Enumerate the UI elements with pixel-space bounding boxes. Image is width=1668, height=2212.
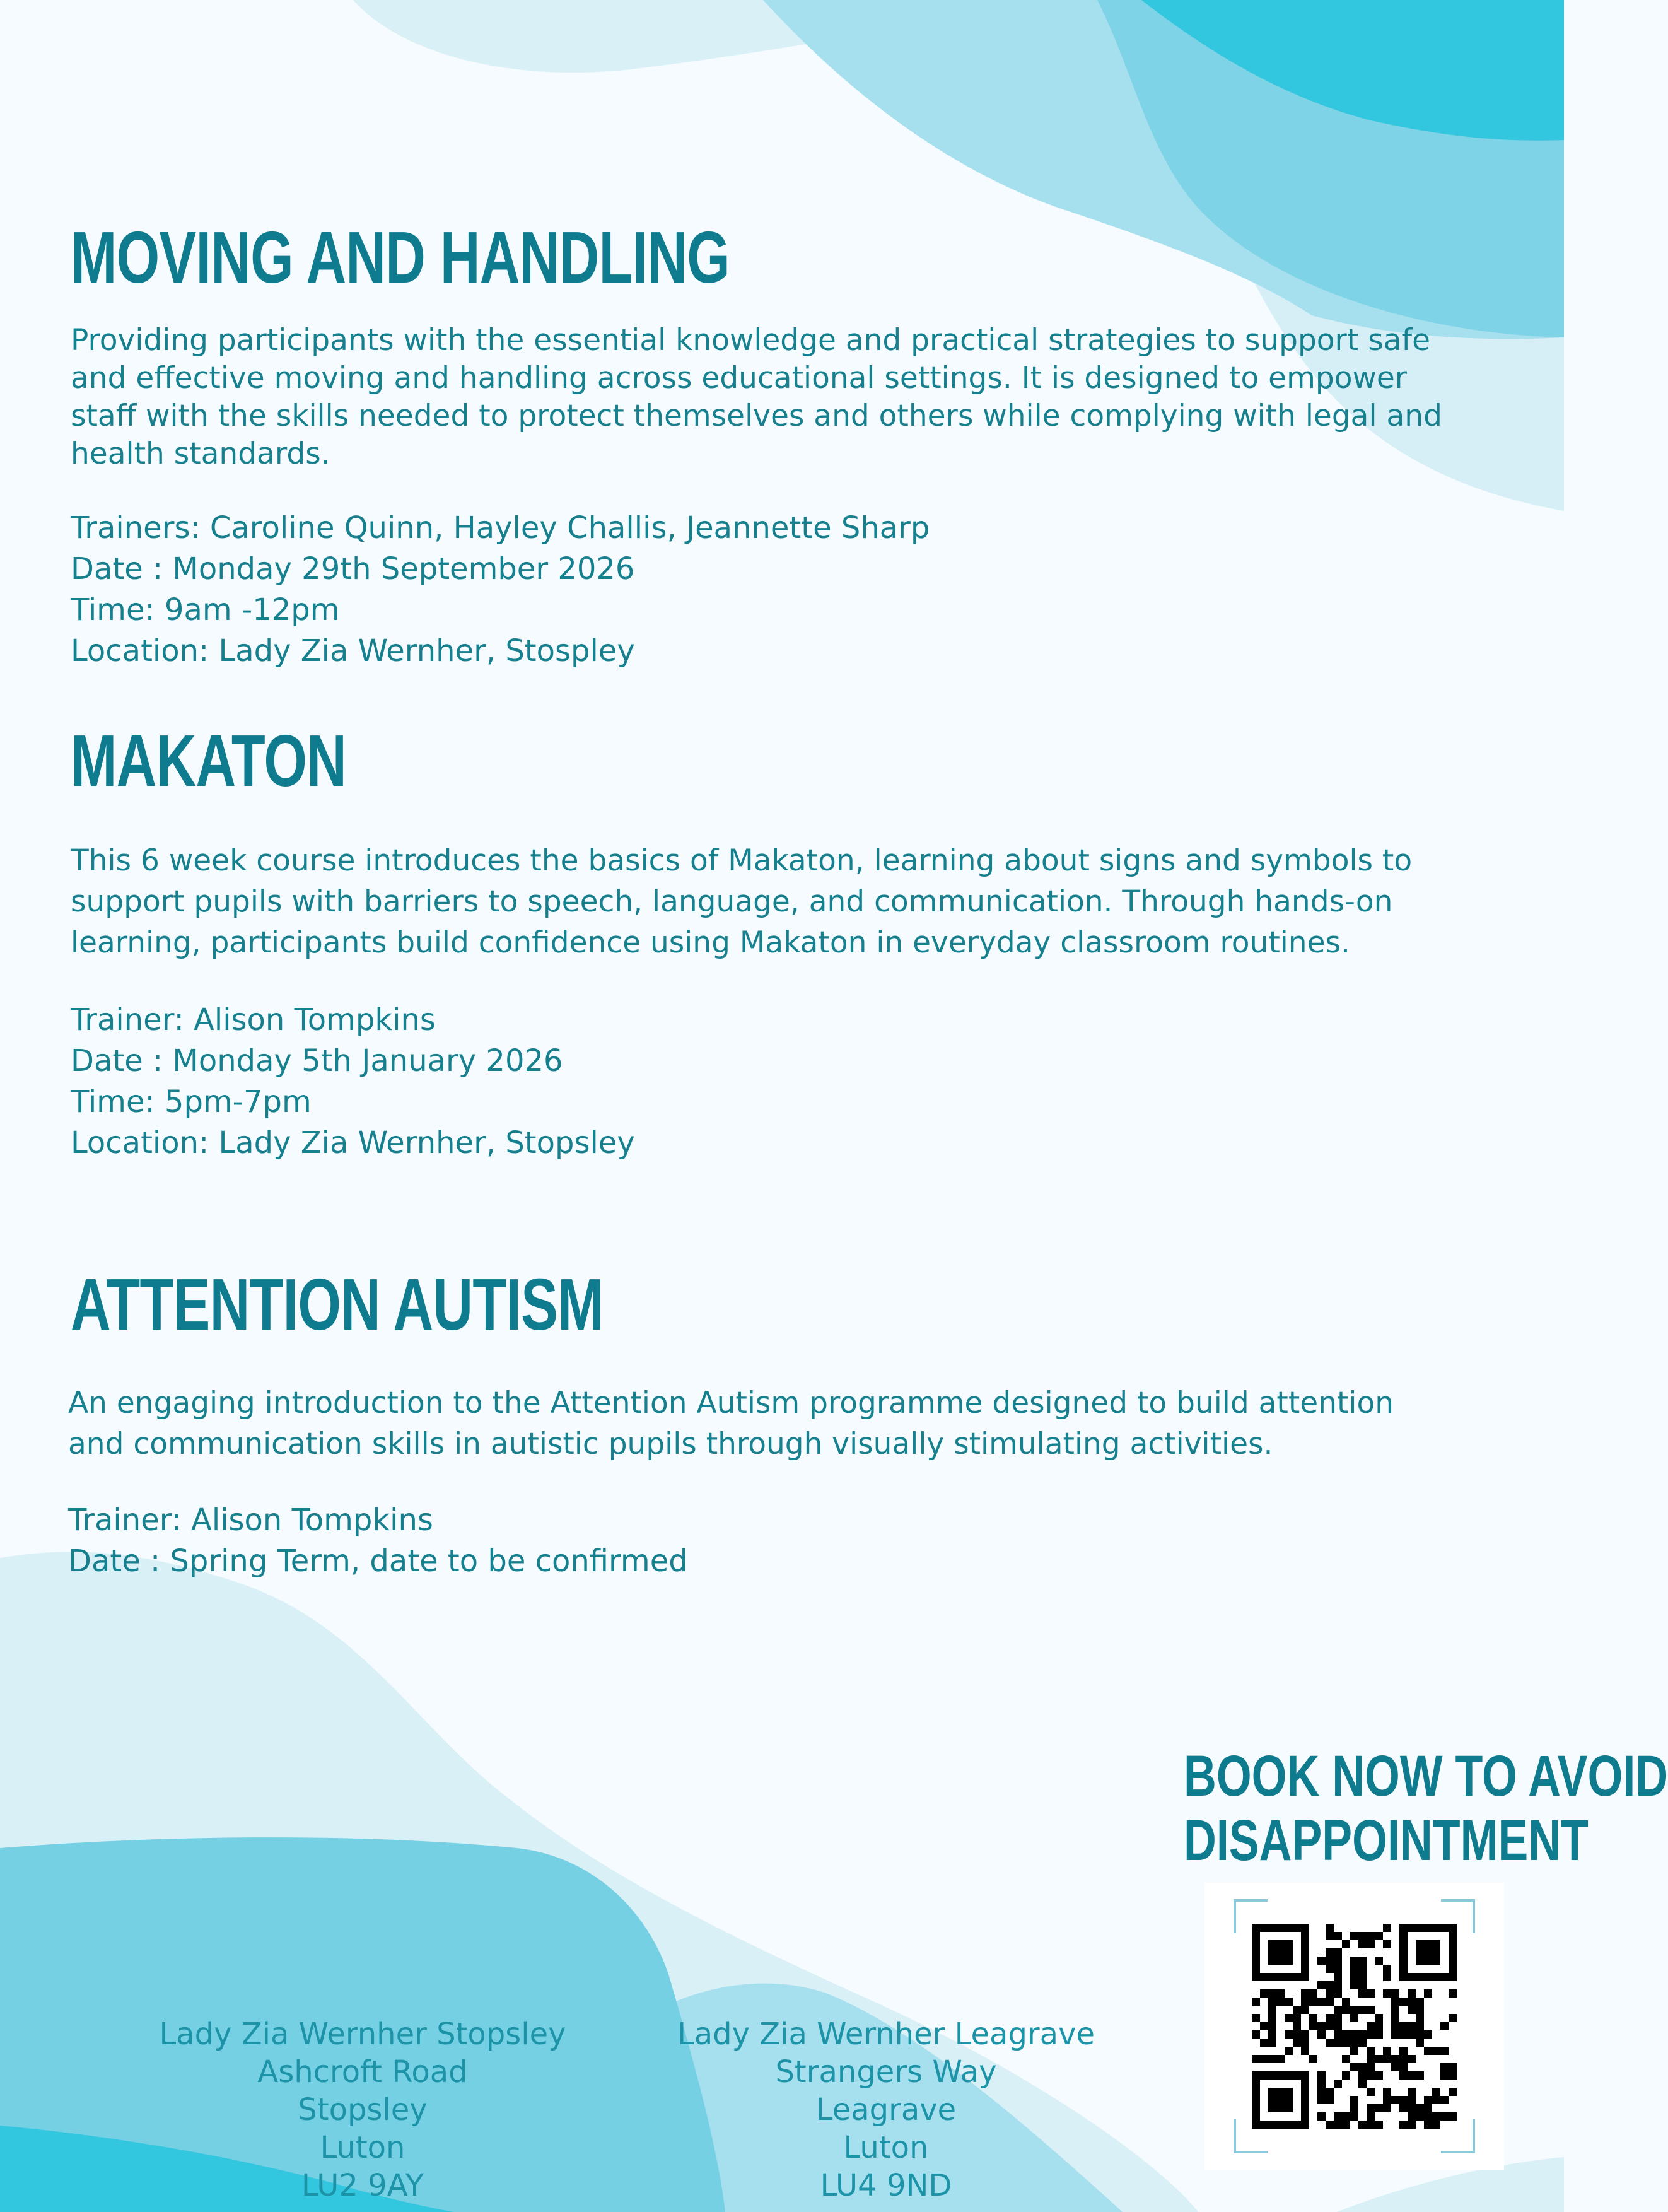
- qr-module: [1326, 2121, 1334, 2129]
- qr-module: [1309, 1989, 1317, 1998]
- qr-module: [1317, 2022, 1326, 2030]
- qr-module: [1358, 1965, 1367, 1973]
- qr-module: [1252, 1924, 1309, 1932]
- qr-module: [1350, 1973, 1358, 1981]
- qr-module: [1399, 2121, 1408, 2129]
- description-line: Providing participants with the essential knowledge and practical strategies to support safe: [71, 323, 1430, 358]
- address-line: Luton: [320, 2130, 405, 2165]
- qr-module: [1326, 2022, 1334, 2030]
- time-line: Time: 9am -12pm: [71, 592, 340, 628]
- qr-module: [1252, 2121, 1309, 2129]
- qr-module: [1268, 2055, 1276, 2063]
- qr-module: [1383, 1924, 1391, 1932]
- qr-code-panel[interactable]: [1204, 1883, 1504, 2170]
- qr-module: [1334, 1948, 1342, 1957]
- qr-module: [1358, 2039, 1367, 2047]
- description-line: learning, participants build confidence using Makaton in everyday classroom routines.: [71, 925, 1350, 960]
- qr-module: [1350, 2039, 1358, 2047]
- qr-module: [1285, 2047, 1293, 2055]
- qr-module: [1334, 1957, 1342, 1965]
- qr-module: [1416, 1998, 1424, 2006]
- section-title: ATTENTION AUTISM: [71, 1263, 604, 1345]
- qr-module: [1416, 2014, 1424, 2022]
- qr-module: [1391, 2096, 1399, 2104]
- section-description: [71, 840, 1521, 963]
- qr-module: [1383, 1940, 1391, 1948]
- qr-module: [1342, 2112, 1350, 2121]
- address-line: LU4 9ND: [820, 2168, 952, 2203]
- qr-module: [1408, 2112, 1416, 2121]
- qr-module: [1375, 2030, 1383, 2039]
- qr-module: [1391, 1989, 1399, 1998]
- qr-module: [1440, 2071, 1449, 2080]
- section-details: [71, 1000, 635, 1164]
- qr-module: [1367, 2121, 1375, 2129]
- date-line: Date : Monday 29th September 2026: [71, 551, 635, 587]
- qr-module: [1334, 2014, 1342, 2022]
- qr-module: [1334, 1973, 1342, 1981]
- qr-module: [1375, 2121, 1383, 2129]
- qr-module: [1416, 2039, 1424, 2047]
- qr-module: [1252, 2055, 1260, 2063]
- qr-module: [1293, 2014, 1301, 2022]
- qr-module: [1399, 2071, 1408, 2080]
- qr-module: [1408, 2104, 1416, 2112]
- section-details: [71, 508, 930, 672]
- qr-module: [1301, 2030, 1309, 2039]
- qr-module: [1334, 1989, 1342, 1998]
- qr-module: [1408, 1998, 1416, 2006]
- qr-module: [1326, 2014, 1334, 2022]
- qr-module: [1416, 2071, 1424, 2080]
- qr-module: [1317, 2071, 1326, 2080]
- qr-module: [1309, 2055, 1317, 2063]
- qr-module: [1367, 1940, 1375, 1948]
- qr-module: [1358, 2121, 1367, 2129]
- qr-module: [1367, 2063, 1375, 2071]
- qr-module: [1350, 1932, 1358, 1940]
- qr-module: [1375, 2055, 1383, 2063]
- qr-module: [1260, 2039, 1268, 2047]
- qr-module: [1350, 1965, 1358, 1973]
- qr-module: [1260, 2055, 1268, 2063]
- qr-module: [1334, 2121, 1342, 2129]
- qr-module: [1326, 1965, 1334, 1973]
- qr-module: [1309, 2022, 1317, 2030]
- qr-module: [1375, 1957, 1383, 1965]
- qr-module: [1293, 2022, 1301, 2030]
- qr-module: [1252, 2014, 1260, 2022]
- qr-module: [1334, 1965, 1342, 1973]
- qr-module: [1383, 1965, 1391, 1973]
- qr-module: [1326, 1924, 1334, 1932]
- qr-module: [1408, 2030, 1416, 2039]
- qr-module: [1408, 2071, 1416, 2080]
- qr-module: [1449, 1932, 1457, 1973]
- qr-module: [1293, 2030, 1301, 2039]
- qr-code-icon: [1204, 1883, 1504, 2170]
- qr-module: [1285, 2030, 1293, 2039]
- qr-module: [1334, 1981, 1342, 1989]
- description-line: staff with the skills needed to protect themselves and others while complying with legal and: [71, 399, 1442, 433]
- qr-module: [1399, 1973, 1457, 1981]
- section-details: [68, 1500, 688, 1582]
- qr-module: [1317, 2096, 1326, 2104]
- qr-module: [1326, 1981, 1334, 1989]
- qr-module: [1326, 1998, 1334, 2006]
- qr-module: [1399, 1924, 1457, 1932]
- qr-module: [1383, 2047, 1391, 2055]
- booking-line-2: DISAPPOINTMENT: [1184, 1808, 1589, 1873]
- qr-module: [1449, 2088, 1457, 2096]
- date-line: Date : Monday 5th January 2026: [71, 1043, 563, 1079]
- qr-module: [1383, 2055, 1391, 2063]
- qr-module: [1317, 2080, 1326, 2088]
- qr-module: [1367, 2047, 1375, 2055]
- trainers-line: Trainers: Caroline Quinn, Hayley Challis, Jeannette Sharp: [71, 510, 930, 546]
- qr-module: [1432, 2047, 1440, 2055]
- qr-module: [1391, 2063, 1399, 2071]
- qr-module: [1424, 2047, 1432, 2055]
- qr-module: [1440, 2022, 1449, 2030]
- qr-module: [1334, 2006, 1342, 2014]
- qr-module: [1358, 1973, 1367, 1981]
- qr-module: [1334, 2039, 1342, 2047]
- qr-module: [1399, 1932, 1408, 1973]
- qr-module: [1285, 1998, 1293, 2006]
- qr-module: [1424, 1989, 1432, 1998]
- qr-module: [1342, 1940, 1350, 1948]
- qr-module: [1367, 2104, 1375, 2112]
- qr-module: [1317, 1957, 1326, 1965]
- qr-module: [1367, 1989, 1375, 1998]
- address-line: Lady Zia Wernher Stopsley: [159, 2016, 566, 2052]
- qr-module: [1449, 2112, 1457, 2121]
- qr-module: [1375, 2014, 1383, 2022]
- qr-module: [1367, 2006, 1375, 2014]
- qr-module: [1334, 2112, 1342, 2121]
- qr-module: [1276, 1998, 1285, 2006]
- qr-module: [1399, 2063, 1408, 2071]
- qr-module: [1326, 1948, 1334, 1957]
- qr-module: [1391, 2030, 1399, 2039]
- qr-module: [1268, 1940, 1293, 1965]
- qr-module: [1391, 2022, 1399, 2030]
- section-description: [68, 1383, 1519, 1465]
- qr-module: [1276, 1989, 1285, 1998]
- qr-module: [1268, 2014, 1276, 2022]
- qr-module: [1440, 2047, 1449, 2055]
- qr-module: [1301, 2080, 1309, 2121]
- qr-module: [1399, 2022, 1408, 2030]
- qr-module: [1408, 2096, 1416, 2104]
- qr-module: [1432, 2112, 1440, 2121]
- qr-module: [1268, 1989, 1276, 1998]
- qr-module: [1432, 2096, 1440, 2104]
- section-title: MAKATON: [71, 720, 347, 802]
- qr-module: [1391, 2055, 1399, 2063]
- qr-module: [1408, 2121, 1416, 2129]
- qr-module: [1301, 2006, 1309, 2014]
- address-line: Lady Zia Wernher Leagrave: [677, 2016, 1095, 2052]
- qr-module: [1342, 2006, 1350, 2014]
- qr-module: [1424, 2104, 1432, 2112]
- qr-module: [1375, 2104, 1383, 2112]
- qr-module: [1367, 1932, 1375, 1940]
- qr-module: [1424, 2112, 1432, 2121]
- date-line: Date : Spring Term, date to be confirmed: [68, 1543, 688, 1579]
- qr-module: [1342, 2055, 1350, 2063]
- qr-module: [1383, 2096, 1391, 2104]
- qr-module: [1268, 2006, 1276, 2014]
- qr-module: [1342, 2121, 1350, 2129]
- location-line: Location: Lady Zia Wernher, Stospley: [71, 633, 635, 669]
- qr-module: [1350, 2112, 1358, 2121]
- qr-module: [1334, 1932, 1342, 1940]
- qr-module: [1326, 2096, 1334, 2104]
- qr-module: [1285, 2014, 1293, 2022]
- qr-module: [1309, 1998, 1317, 2006]
- qr-module: [1301, 2039, 1309, 2047]
- qr-module: [1252, 1932, 1260, 1973]
- trainer-line: Trainer: Alison Tompkins: [68, 1502, 433, 1538]
- time-line: Time: 5pm-7pm: [71, 1084, 312, 1120]
- qr-module: [1408, 2055, 1416, 2063]
- qr-module: [1301, 2047, 1309, 2055]
- qr-module: [1342, 2071, 1350, 2080]
- qr-module: [1432, 2121, 1440, 2129]
- qr-module: [1408, 2088, 1416, 2096]
- qr-module: [1375, 2071, 1383, 2080]
- qr-module: [1399, 2096, 1408, 2104]
- qr-module: [1391, 2006, 1399, 2014]
- qr-module: [1383, 1973, 1391, 1981]
- qr-module: [1293, 2006, 1301, 2014]
- qr-module: [1252, 1998, 1260, 2006]
- location-line: Location: Lady Zia Wernher, Stopsley: [71, 1125, 635, 1161]
- qr-module: [1391, 2014, 1399, 2022]
- qr-module: [1424, 2096, 1432, 2104]
- qr-module: [1367, 2022, 1375, 2030]
- qr-module: [1326, 1989, 1334, 1998]
- qr-module: [1342, 2039, 1350, 2047]
- section-attention-autism: [71, 1263, 772, 1345]
- address-line: Strangers Way: [775, 2054, 997, 2090]
- description-line: health standards.: [71, 436, 330, 471]
- address-leagrave: [650, 2015, 1123, 2204]
- qr-module: [1309, 2014, 1317, 2022]
- section-makaton: [71, 720, 433, 802]
- qr-module: [1350, 2096, 1358, 2104]
- qr-module: [1424, 2030, 1432, 2039]
- qr-module: [1342, 2030, 1350, 2039]
- qr-module: [1317, 1998, 1326, 2006]
- qr-module: [1358, 1957, 1367, 1965]
- qr-module: [1375, 2022, 1383, 2030]
- qr-module: [1326, 2088, 1334, 2096]
- trainer-line: Trainer: Alison Tompkins: [71, 1002, 436, 1038]
- qr-module: [1268, 2088, 1293, 2112]
- qr-module: [1260, 1989, 1268, 1998]
- qr-module: [1301, 1989, 1309, 1998]
- qr-module: [1367, 2055, 1375, 2063]
- qr-module: [1408, 1989, 1416, 1998]
- section-description: [71, 322, 1521, 473]
- qr-module: [1367, 2071, 1375, 2080]
- qr-module: [1358, 2030, 1367, 2039]
- qr-module: [1268, 2022, 1276, 2030]
- qr-module: [1399, 1998, 1408, 2006]
- qr-module: [1416, 2104, 1424, 2112]
- qr-module: [1334, 2030, 1342, 2039]
- qr-module: [1408, 2006, 1416, 2014]
- qr-module: [1252, 1973, 1309, 1981]
- qr-module: [1358, 1932, 1367, 1940]
- qr-module: [1358, 2071, 1367, 2080]
- description-line: and effective moving and handling across educational settings. It is designed to empower: [71, 361, 1408, 395]
- qr-module: [1350, 1957, 1358, 1965]
- qr-module: [1252, 2071, 1309, 2080]
- qr-module: [1317, 2088, 1326, 2096]
- qr-module: [1317, 2112, 1326, 2121]
- qr-module: [1449, 2063, 1457, 2071]
- qr-module: [1293, 2039, 1301, 2047]
- qr-module: [1440, 2112, 1449, 2121]
- qr-module: [1326, 1932, 1334, 1940]
- qr-module: [1416, 2022, 1424, 2030]
- description-line: This 6 week course introduces the basics of Makaton, learning about signs and symbols to: [71, 843, 1413, 878]
- qr-module: [1301, 1932, 1309, 1973]
- qr-module: [1358, 1940, 1367, 1948]
- section-moving-handling: [71, 216, 1521, 298]
- qr-module: [1358, 2080, 1367, 2088]
- description-line: support pupils with barriers to speech, language, and communication. Through hands-on: [71, 884, 1393, 919]
- qr-module: [1268, 2030, 1276, 2039]
- address-line: Leagrave: [815, 2092, 957, 2127]
- qr-module: [1350, 2047, 1358, 2055]
- qr-module: [1326, 1957, 1334, 1965]
- address-line: Luton: [843, 2130, 929, 2165]
- qr-module: [1383, 1989, 1391, 1998]
- qr-module: [1408, 2022, 1416, 2030]
- description-line: An engaging introduction to the Attention Autism programme designed to build attention: [68, 1386, 1394, 1420]
- qr-module: [1399, 2104, 1408, 2112]
- description-line: and communication skills in autistic pupils through visually stimulating activities.: [68, 1427, 1273, 1461]
- qr-module: [1391, 1998, 1399, 2006]
- qr-module: [1440, 2096, 1449, 2104]
- qr-module: [1367, 2088, 1375, 2096]
- qr-module: [1350, 2030, 1358, 2039]
- booking-line-1: BOOK NOW TO AVOID: [1184, 1744, 1668, 1808]
- qr-module: [1252, 2030, 1260, 2039]
- qr-module: [1358, 2063, 1367, 2071]
- qr-module: [1399, 2047, 1408, 2055]
- qr-module: [1367, 2112, 1375, 2121]
- qr-module: [1326, 2039, 1334, 2047]
- qr-module: [1268, 2039, 1276, 2047]
- qr-module: [1301, 1998, 1309, 2006]
- qr-module: [1358, 1989, 1367, 1998]
- qr-module: [1268, 1998, 1276, 2006]
- qr-module: [1424, 2121, 1432, 2129]
- address-line: Ashcroft Road: [257, 2054, 468, 2090]
- qr-module: [1342, 1998, 1350, 2006]
- qr-module: [1350, 1981, 1358, 1989]
- qr-module: [1350, 2006, 1358, 2014]
- qr-module: [1383, 2088, 1391, 2096]
- qr-module: [1449, 2014, 1457, 2022]
- qr-module: [1399, 2055, 1408, 2063]
- qr-module: [1383, 2104, 1391, 2112]
- qr-module: [1350, 2014, 1358, 2022]
- qr-module: [1317, 1981, 1326, 1989]
- qr-module: [1334, 2080, 1342, 2088]
- qr-module: [1317, 2030, 1326, 2039]
- qr-module: [1358, 2006, 1367, 2014]
- qr-module: [1399, 2030, 1408, 2039]
- qr-module: [1350, 2104, 1358, 2112]
- booking-callout: [1135, 1744, 1668, 1873]
- qr-module: [1449, 2071, 1457, 2080]
- qr-module: [1416, 2006, 1424, 2014]
- qr-module: [1432, 2088, 1440, 2096]
- address-line: Stopsley: [298, 2092, 428, 2127]
- qr-module: [1375, 1932, 1383, 1940]
- qr-module: [1416, 1940, 1440, 1965]
- address-stopsley: [126, 2015, 599, 2204]
- section-title: MOVING AND HANDLING: [71, 216, 730, 298]
- qr-module: [1260, 2022, 1268, 2030]
- qr-module: [1358, 1981, 1367, 1989]
- qr-module: [1252, 2080, 1260, 2121]
- qr-module: [1440, 2063, 1449, 2071]
- qr-module: [1276, 2055, 1285, 2063]
- qr-module: [1416, 2030, 1424, 2039]
- qr-module: [1449, 1989, 1457, 1998]
- address-line: LU2 9AY: [301, 2168, 424, 2203]
- qr-module: [1367, 2030, 1375, 2039]
- qr-module: [1334, 2022, 1342, 2030]
- qr-module: [1416, 2112, 1424, 2121]
- qr-module: [1350, 2063, 1358, 2071]
